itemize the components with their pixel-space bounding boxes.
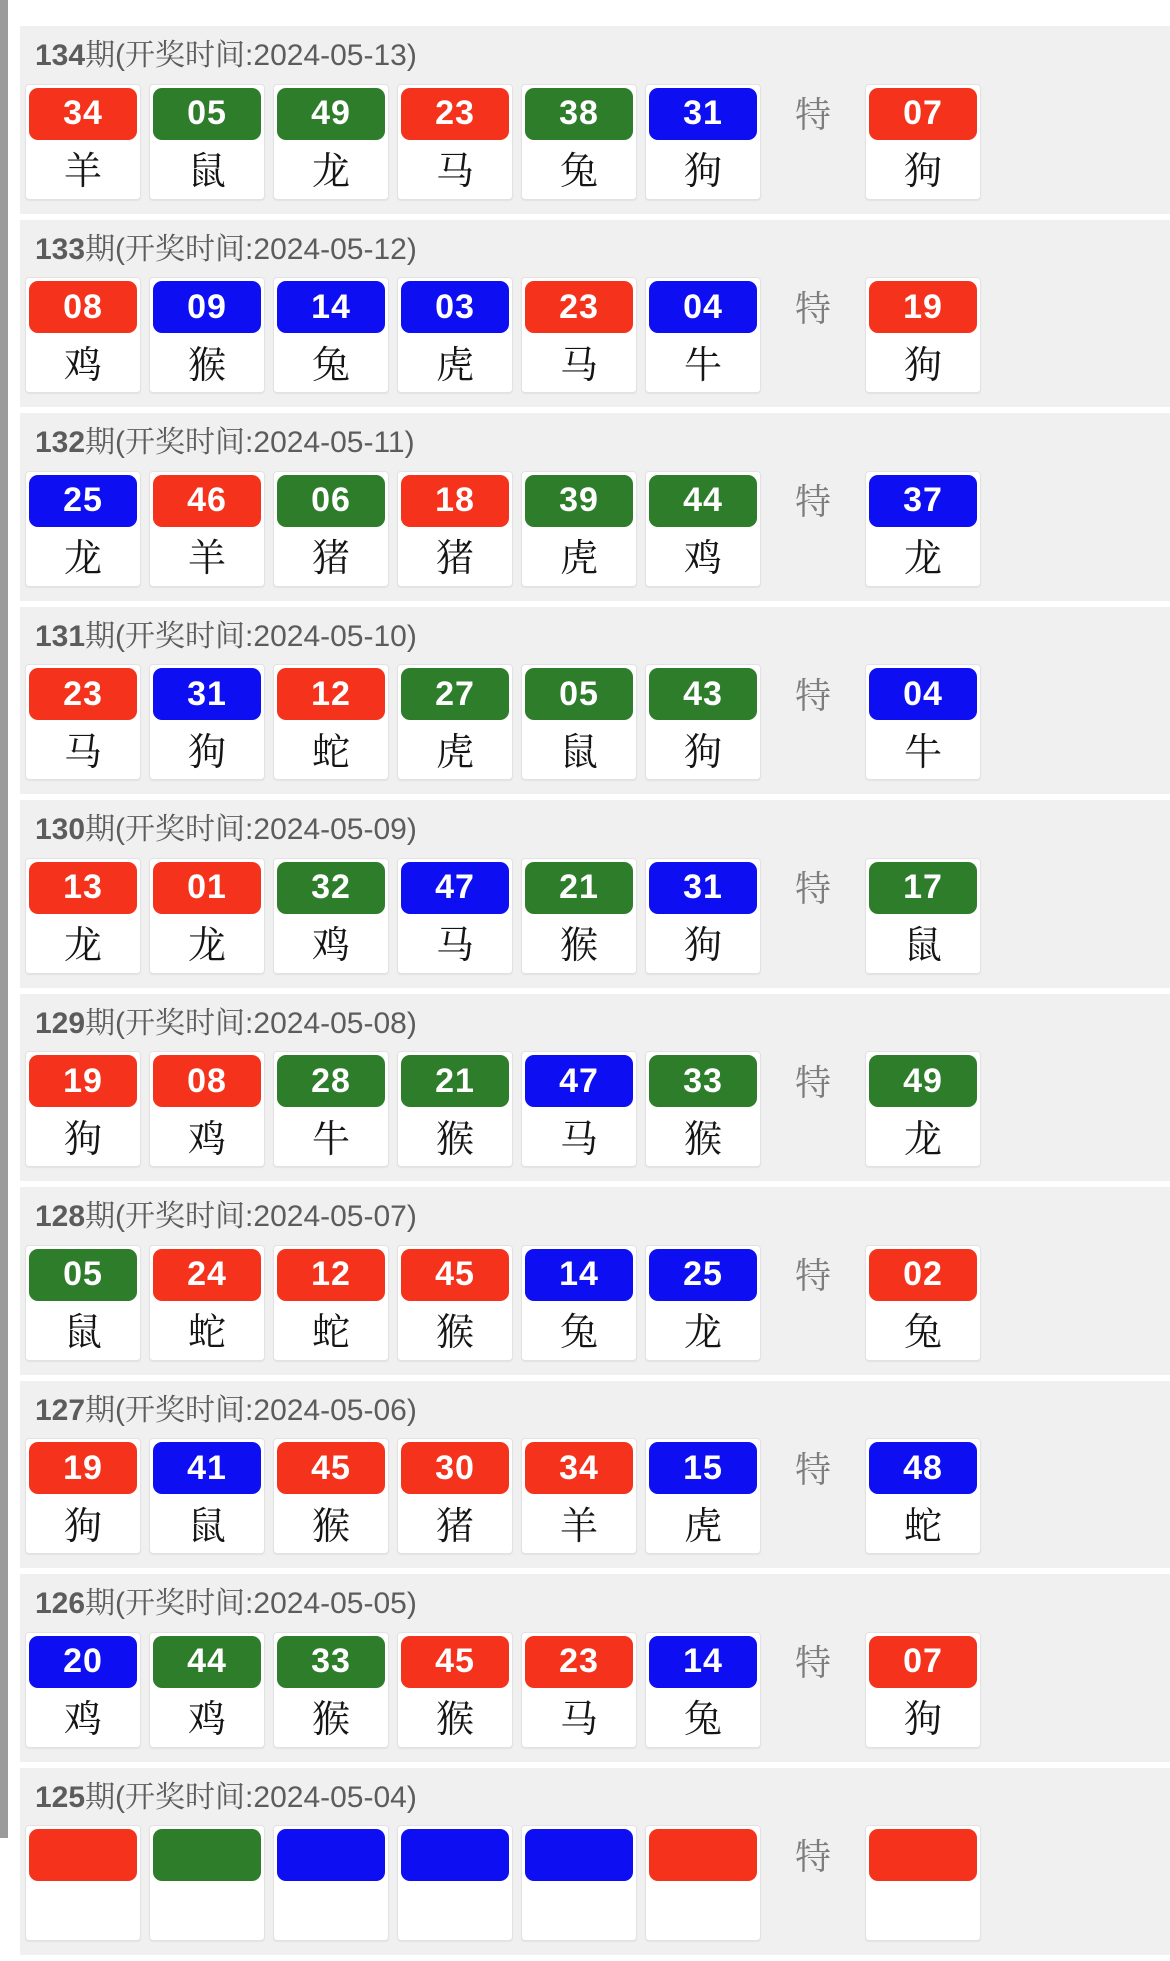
number-card	[273, 1825, 389, 1941]
draw-numbers-row	[20, 1632, 1170, 1748]
number-ball: 44	[649, 475, 757, 527]
special-number-card	[865, 1632, 981, 1748]
zodiac-label: 蛇	[903, 1505, 942, 1548]
number-ball: 49	[277, 88, 385, 140]
special-divider-label: 特	[794, 1061, 831, 1103]
number-card	[645, 277, 761, 393]
draw-numbers-row	[20, 664, 1170, 780]
zodiac-label: 鸡	[63, 1699, 102, 1741]
number-card	[25, 84, 141, 200]
draw-numbers-row	[20, 471, 1170, 587]
number-ball: 45	[401, 1249, 509, 1301]
number-card	[149, 1825, 265, 1941]
number-ball	[649, 1829, 757, 1881]
special-divider-label: 特	[794, 868, 831, 909]
number-ball: 17	[869, 862, 977, 914]
number-ball: 14	[525, 1249, 633, 1301]
zodiac-label: 虎	[559, 538, 598, 580]
number-card	[521, 1051, 637, 1167]
zodiac-label: 猴	[187, 344, 226, 387]
draw-period: 128	[35, 1200, 86, 1233]
number-card	[25, 471, 141, 587]
zodiac-label: 猴	[683, 1118, 722, 1161]
number-card	[149, 1438, 265, 1554]
zodiac-label: 兔	[311, 344, 350, 387]
number-ball: 04	[649, 281, 757, 333]
number-ball: 28	[277, 1055, 385, 1107]
draw-period: 133	[35, 232, 86, 266]
draw-header	[20, 1768, 1170, 1826]
draw-header-suffix: 期(开奖时间:2024-05-11)	[85, 426, 415, 459]
number-card	[397, 1051, 513, 1167]
zodiac-label: 狗	[187, 731, 226, 774]
number-card	[521, 277, 637, 393]
number-ball: 44	[153, 1636, 261, 1688]
zodiac-label: 狗	[63, 1118, 102, 1161]
zodiac-label: 马	[435, 151, 474, 193]
number-ball: 38	[525, 88, 633, 140]
zodiac-label: 鸡	[683, 538, 722, 580]
zodiac-label: 虎	[683, 1505, 722, 1548]
zodiac-label: 猴	[311, 1699, 350, 1741]
number-card	[149, 277, 265, 393]
draw-period: 126	[35, 1587, 86, 1620]
zodiac-label: 马	[63, 731, 102, 774]
draw-period: 131	[35, 619, 86, 653]
number-card	[273, 1245, 389, 1361]
zodiac-label: 龙	[187, 925, 226, 967]
number-ball: 46	[153, 475, 261, 527]
number-card	[645, 1245, 761, 1361]
draw-header-suffix: 期(开奖时间:2024-05-06)	[85, 1393, 417, 1427]
number-ball: 45	[277, 1442, 385, 1494]
number-ball: 03	[401, 281, 509, 333]
number-card	[149, 471, 265, 587]
number-card	[397, 858, 513, 974]
zodiac-label: 马	[559, 1699, 598, 1741]
draw-header	[20, 1381, 1170, 1439]
number-card	[273, 664, 389, 780]
number-card	[25, 858, 141, 974]
number-card	[521, 1438, 637, 1554]
number-ball: 14	[277, 281, 385, 333]
number-card	[25, 1051, 141, 1167]
zodiac-label: 狗	[903, 151, 942, 193]
draw-numbers-row	[20, 84, 1170, 200]
number-card	[645, 1825, 761, 1941]
draw-block	[20, 1768, 1170, 1956]
zodiac-label: 鸡	[63, 344, 102, 387]
number-card	[149, 664, 265, 780]
zodiac-label: 马	[559, 1118, 598, 1161]
number-card	[521, 1245, 637, 1361]
draw-period: 129	[35, 1006, 86, 1040]
draw-block	[20, 1574, 1170, 1762]
number-ball: 08	[29, 281, 137, 333]
zodiac-label: 鸡	[311, 925, 350, 967]
number-ball: 48	[869, 1442, 977, 1494]
special-divider-label: 特	[794, 481, 831, 522]
special-number-card	[865, 858, 981, 974]
zodiac-label	[649, 1881, 757, 1937]
draw-header	[20, 1574, 1170, 1632]
zodiac-label	[525, 1881, 633, 1937]
number-ball: 12	[277, 1249, 385, 1301]
zodiac-label: 猴	[435, 1118, 474, 1161]
number-ball: 30	[401, 1442, 509, 1494]
zodiac-label: 牛	[683, 344, 722, 387]
zodiac-label: 猴	[435, 1312, 474, 1354]
number-ball: 19	[29, 1442, 137, 1494]
zodiac-label: 鼠	[903, 925, 942, 967]
zodiac-label: 猪	[311, 538, 350, 580]
number-card	[25, 1632, 141, 1748]
number-card	[25, 1245, 141, 1361]
number-card	[521, 1825, 637, 1941]
number-card	[645, 1051, 761, 1167]
number-card	[397, 1438, 513, 1554]
zodiac-label: 牛	[311, 1118, 350, 1161]
number-card	[25, 277, 141, 393]
number-card	[645, 1438, 761, 1554]
zodiac-label: 虎	[435, 344, 474, 387]
number-card	[25, 1825, 141, 1941]
number-ball: 05	[525, 668, 633, 720]
number-card	[521, 1632, 637, 1748]
number-ball: 13	[29, 862, 137, 914]
number-ball: 47	[401, 862, 509, 914]
special-divider-label: 特	[794, 1642, 831, 1683]
number-ball: 05	[29, 1249, 137, 1301]
number-ball: 23	[525, 281, 633, 333]
number-card	[149, 84, 265, 200]
number-card	[397, 1825, 513, 1941]
number-ball: 06	[277, 475, 385, 527]
number-ball: 45	[401, 1636, 509, 1688]
number-card	[273, 1051, 389, 1167]
number-card	[397, 277, 513, 393]
number-ball	[869, 1829, 977, 1881]
number-ball: 21	[401, 1055, 509, 1107]
zodiac-label: 兔	[559, 151, 598, 193]
number-card	[521, 471, 637, 587]
number-ball	[525, 1829, 633, 1881]
special-divider-label: 特	[794, 674, 831, 716]
number-ball: 14	[649, 1636, 757, 1688]
draw-header-suffix: 期(开奖时间:2024-05-13)	[85, 39, 417, 72]
number-card	[397, 1245, 513, 1361]
number-ball: 25	[29, 475, 137, 527]
zodiac-label: 猴	[311, 1505, 350, 1548]
zodiac-label	[153, 1881, 261, 1937]
draw-block	[20, 994, 1170, 1182]
number-ball: 02	[869, 1249, 977, 1301]
number-ball: 19	[869, 281, 977, 333]
number-card	[149, 1632, 265, 1748]
draw-header	[20, 994, 1170, 1052]
special-number-card	[865, 471, 981, 587]
draw-header	[20, 26, 1170, 84]
special-number-card	[865, 277, 981, 393]
special-divider-label: 特	[794, 287, 831, 329]
number-card	[397, 664, 513, 780]
zodiac-label: 猪	[435, 1505, 474, 1548]
zodiac-label: 龙	[683, 1312, 722, 1354]
draw-block	[20, 800, 1170, 988]
number-card	[397, 1632, 513, 1748]
number-ball: 33	[649, 1055, 757, 1107]
number-ball: 41	[153, 1442, 261, 1494]
draw-numbers-row	[20, 277, 1170, 393]
zodiac-label: 蛇	[187, 1312, 226, 1354]
zodiac-label: 猪	[435, 538, 474, 580]
number-ball	[29, 1829, 137, 1881]
zodiac-label: 兔	[683, 1699, 722, 1741]
draw-numbers-row	[20, 1825, 1170, 1941]
number-ball: 23	[29, 668, 137, 720]
draw-header-suffix: 期(开奖时间:2024-05-07)	[85, 1200, 417, 1233]
number-card	[645, 664, 761, 780]
zodiac-label	[29, 1881, 137, 1937]
zodiac-label	[869, 1881, 977, 1937]
number-ball: 21	[525, 862, 633, 914]
zodiac-label: 猴	[435, 1699, 474, 1741]
zodiac-label: 龙	[63, 925, 102, 967]
zodiac-label: 狗	[903, 1699, 942, 1741]
number-card	[149, 1245, 265, 1361]
number-card	[149, 858, 265, 974]
number-ball: 05	[153, 88, 261, 140]
zodiac-label: 猴	[559, 925, 598, 967]
zodiac-label: 鼠	[187, 1505, 226, 1548]
special-number-card	[865, 84, 981, 200]
number-ball: 20	[29, 1636, 137, 1688]
special-divider-label: 特	[794, 94, 831, 135]
special-number-card	[865, 1051, 981, 1167]
zodiac-label: 狗	[903, 344, 942, 387]
zodiac-label: 羊	[187, 538, 226, 580]
draw-header	[20, 800, 1170, 858]
special-number-card	[865, 664, 981, 780]
zodiac-label	[277, 1881, 385, 1937]
zodiac-label: 鸡	[187, 1699, 226, 1741]
special-divider-label: 特	[794, 1255, 831, 1296]
special-number-card	[865, 1825, 981, 1941]
number-ball: 34	[525, 1442, 633, 1494]
draw-period: 132	[35, 426, 86, 459]
zodiac-label: 龙	[903, 538, 942, 580]
number-ball: 07	[869, 1636, 977, 1688]
zodiac-label: 鼠	[187, 151, 226, 193]
zodiac-label: 狗	[683, 731, 722, 774]
number-ball: 01	[153, 862, 261, 914]
draw-block	[20, 607, 1170, 795]
number-ball: 19	[29, 1055, 137, 1107]
lottery-results-list	[20, 26, 1170, 1961]
draw-block	[20, 220, 1170, 408]
number-card	[25, 1438, 141, 1554]
draw-block	[20, 413, 1170, 601]
draw-period: 125	[35, 1780, 86, 1814]
number-card	[25, 664, 141, 780]
zodiac-label: 蛇	[311, 1312, 350, 1354]
number-ball: 37	[869, 475, 977, 527]
zodiac-label: 马	[559, 344, 598, 387]
number-card	[397, 471, 513, 587]
number-ball	[153, 1829, 261, 1881]
number-ball: 07	[869, 88, 977, 140]
draw-header-suffix: 期(开奖时间:2024-05-04)	[85, 1780, 417, 1814]
draw-block	[20, 26, 1170, 214]
number-ball: 31	[153, 668, 261, 720]
draw-header	[20, 220, 1170, 278]
draw-period: 130	[35, 813, 86, 846]
number-ball: 04	[869, 668, 977, 720]
number-ball: 23	[525, 1636, 633, 1688]
draw-period: 134	[35, 39, 86, 72]
number-card	[521, 858, 637, 974]
number-ball: 09	[153, 281, 261, 333]
draw-numbers-row	[20, 1051, 1170, 1167]
number-ball: 25	[649, 1249, 757, 1301]
number-ball: 49	[869, 1055, 977, 1107]
zodiac-label: 鸡	[187, 1118, 226, 1161]
draw-block	[20, 1187, 1170, 1375]
zodiac-label: 龙	[903, 1118, 942, 1161]
number-ball	[401, 1829, 509, 1881]
zodiac-label: 狗	[683, 151, 722, 193]
number-card	[273, 471, 389, 587]
number-ball: 18	[401, 475, 509, 527]
draw-header	[20, 607, 1170, 665]
number-ball: 08	[153, 1055, 261, 1107]
zodiac-label: 兔	[559, 1312, 598, 1354]
number-ball: 47	[525, 1055, 633, 1107]
draw-header	[20, 1187, 1170, 1245]
zodiac-label: 牛	[903, 731, 942, 774]
number-card	[521, 84, 637, 200]
zodiac-label: 龙	[63, 538, 102, 580]
zodiac-label: 羊	[63, 151, 102, 193]
draw-period: 127	[35, 1393, 86, 1427]
special-divider-label: 特	[794, 1448, 831, 1490]
draw-numbers-row	[20, 1245, 1170, 1361]
draw-block	[20, 1381, 1170, 1569]
special-number-card	[865, 1438, 981, 1554]
number-ball: 33	[277, 1636, 385, 1688]
draw-header	[20, 413, 1170, 471]
number-ball: 43	[649, 668, 757, 720]
number-card	[645, 858, 761, 974]
left-edge-strip	[0, 0, 8, 1838]
number-card	[273, 1438, 389, 1554]
zodiac-label: 羊	[559, 1505, 598, 1548]
draw-numbers-row	[20, 858, 1170, 974]
number-card	[149, 1051, 265, 1167]
zodiac-label: 鼠	[63, 1312, 102, 1354]
number-ball: 23	[401, 88, 509, 140]
zodiac-label	[401, 1881, 509, 1937]
number-card	[273, 277, 389, 393]
draw-numbers-row	[20, 1438, 1170, 1554]
number-card	[273, 1632, 389, 1748]
number-ball	[277, 1829, 385, 1881]
zodiac-label: 蛇	[311, 731, 350, 774]
number-ball: 15	[649, 1442, 757, 1494]
number-card	[397, 84, 513, 200]
zodiac-label: 狗	[63, 1505, 102, 1548]
number-card	[273, 84, 389, 200]
number-ball: 31	[649, 88, 757, 140]
draw-header-suffix: 期(开奖时间:2024-05-05)	[85, 1587, 417, 1620]
number-card	[273, 858, 389, 974]
number-card	[645, 84, 761, 200]
number-ball: 32	[277, 862, 385, 914]
draw-header-suffix: 期(开奖时间:2024-05-08)	[85, 1006, 417, 1040]
zodiac-label: 马	[435, 925, 474, 967]
number-card	[645, 1632, 761, 1748]
zodiac-label: 虎	[435, 731, 474, 774]
number-ball: 27	[401, 668, 509, 720]
number-ball: 24	[153, 1249, 261, 1301]
draw-header-suffix: 期(开奖时间:2024-05-12)	[85, 232, 417, 266]
zodiac-label: 兔	[903, 1312, 942, 1354]
special-divider-label: 特	[794, 1835, 831, 1877]
number-card	[645, 471, 761, 587]
draw-header-suffix: 期(开奖时间:2024-05-09)	[85, 813, 417, 846]
draw-header-suffix: 期(开奖时间:2024-05-10)	[85, 619, 417, 653]
number-ball: 12	[277, 668, 385, 720]
zodiac-label: 狗	[683, 925, 722, 967]
special-number-card	[865, 1245, 981, 1361]
number-ball: 34	[29, 88, 137, 140]
zodiac-label: 鼠	[559, 731, 598, 774]
number-ball: 31	[649, 862, 757, 914]
number-card	[521, 664, 637, 780]
number-ball: 39	[525, 475, 633, 527]
zodiac-label: 龙	[311, 151, 350, 193]
